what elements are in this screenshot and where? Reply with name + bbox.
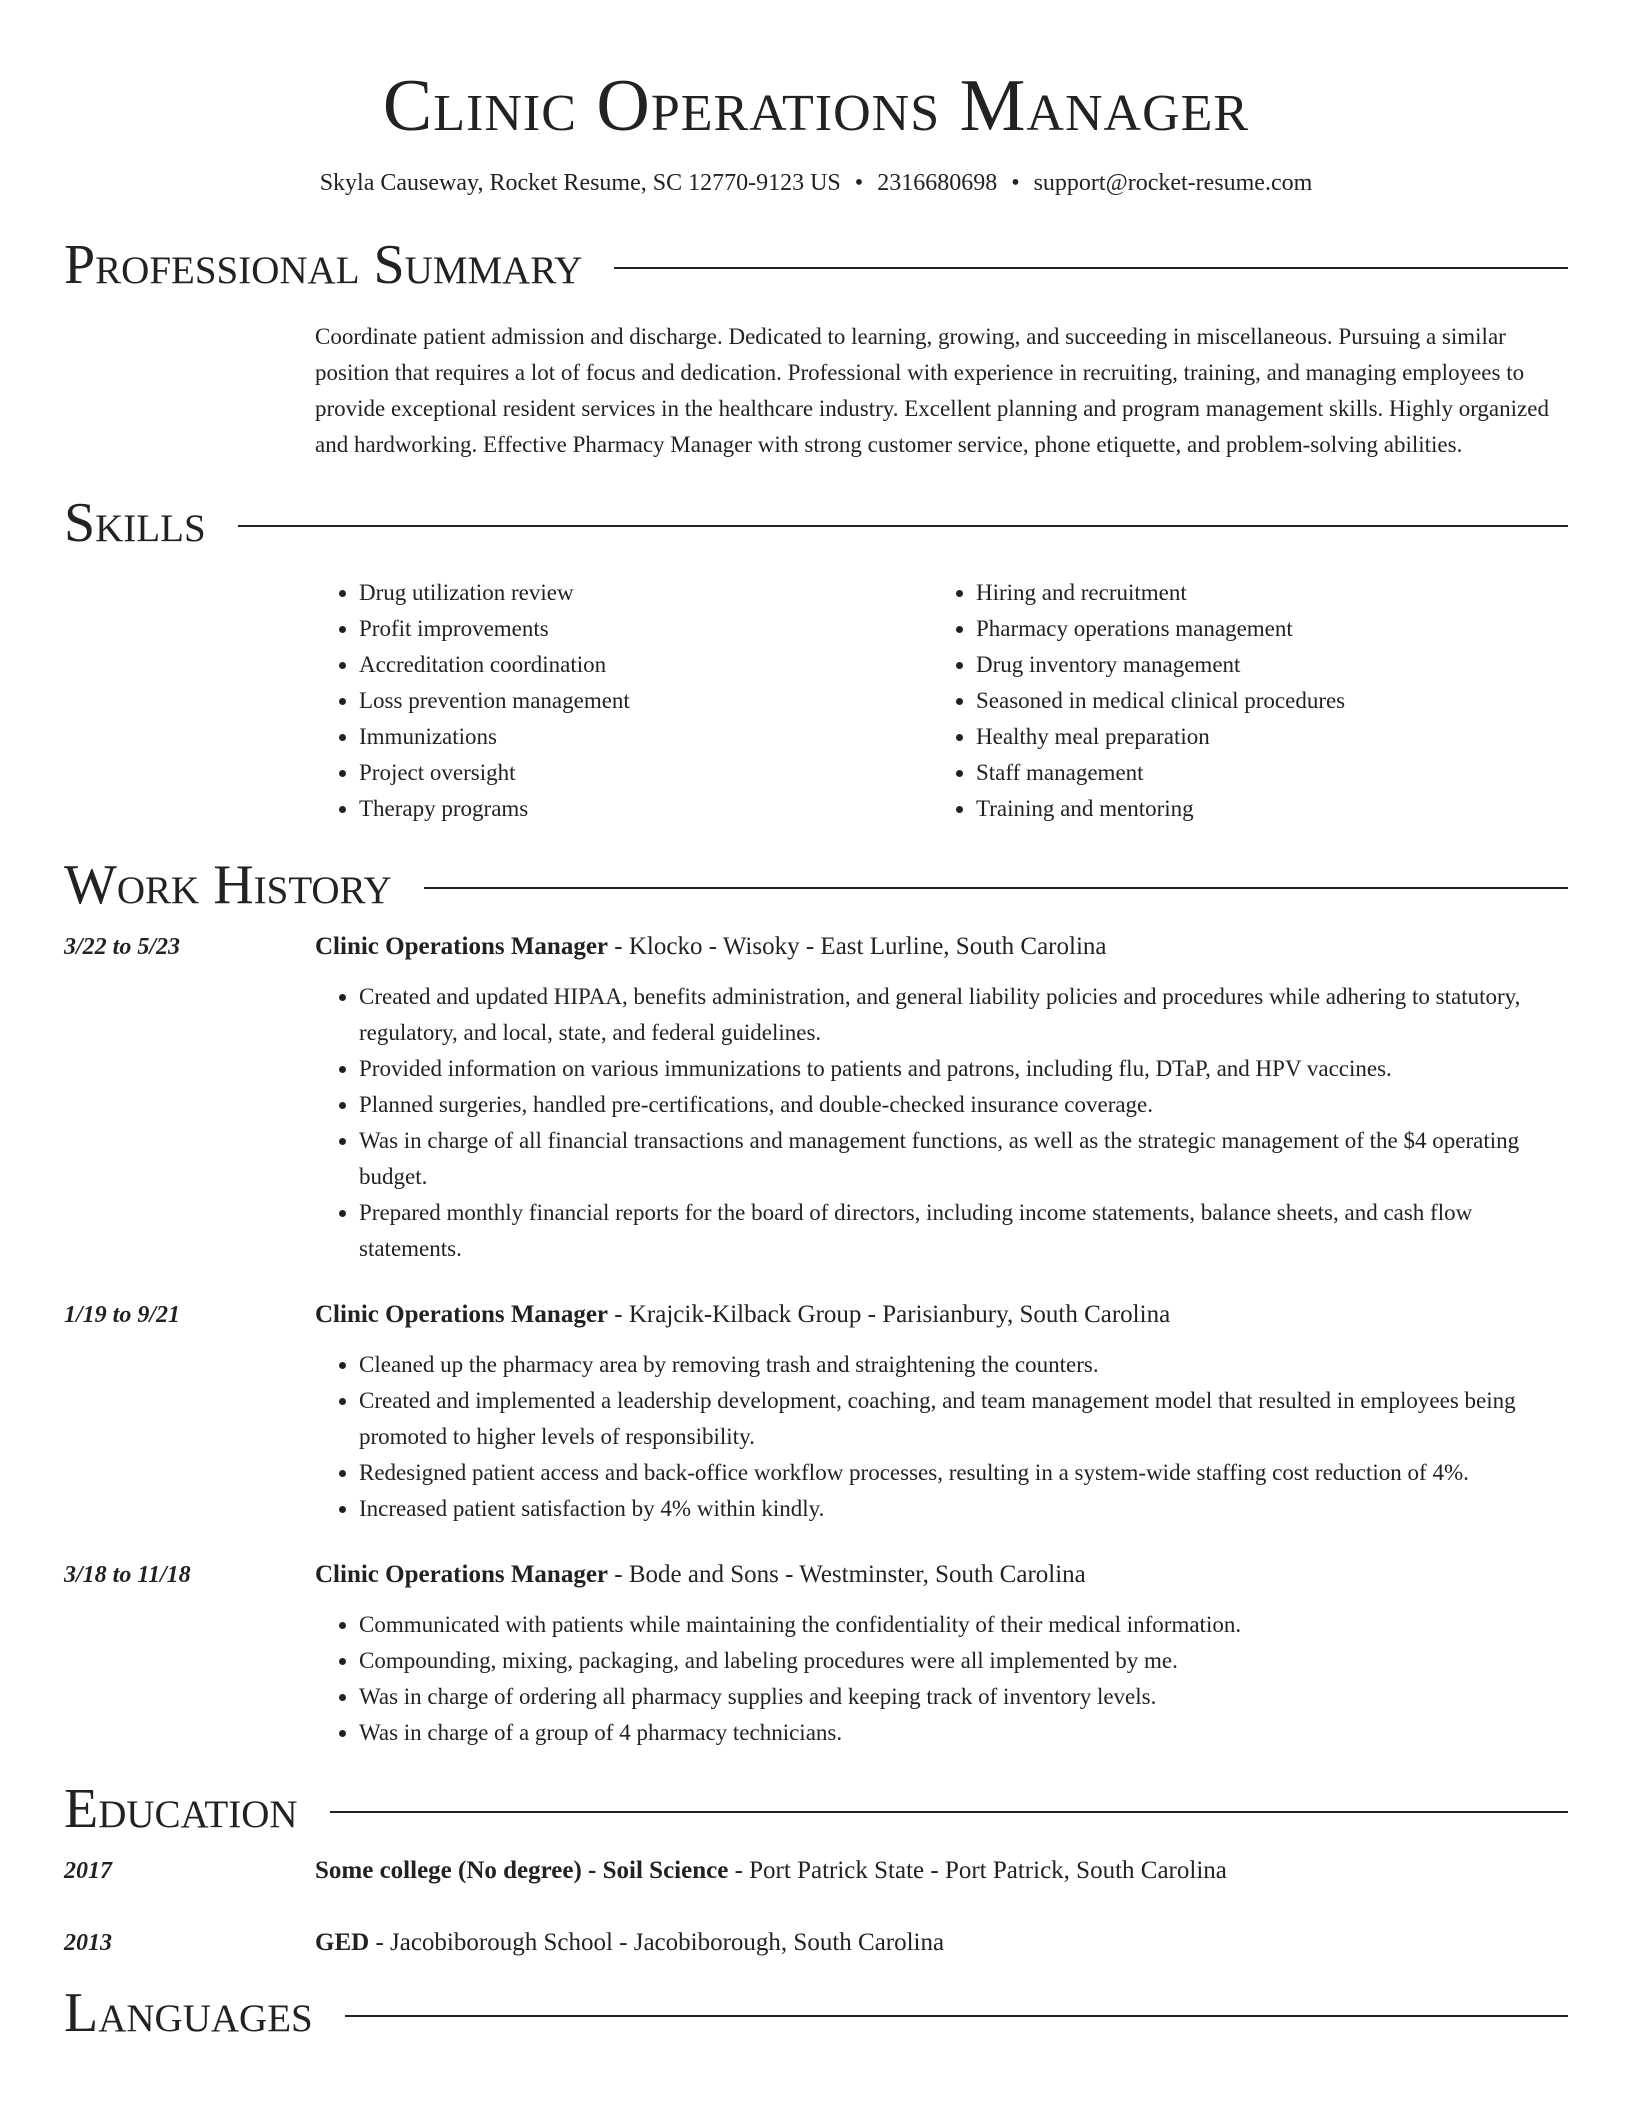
education-date: 2017 — [64, 1858, 112, 1884]
job-employer: - Klocko - Wisoky - East Lurline, South Carolina — [608, 933, 1107, 960]
job-bullets — [315, 1347, 1568, 1527]
job-bullet: • Cleaned up the pharmacy area by removing trash and straightening the counters. — [359, 1347, 1568, 1383]
section-header-summary — [64, 233, 1568, 297]
job-bullet: • Created and implemented a leadership development, coaching, and team management model that resulted in employees being promoted to higher levels of responsibility. — [359, 1383, 1568, 1455]
skill-item: • Project oversight — [359, 755, 932, 791]
education-content — [315, 1925, 944, 1961]
section-title-summary: Professional Summary — [64, 234, 583, 296]
education-content — [315, 1853, 1227, 1889]
job-bullet: • Was in charge of all financial transactions and management functions, as well as the strategic management of the $4 operating budget. — [359, 1123, 1568, 1195]
education-degree: GED — [315, 1929, 370, 1956]
skill-item: • Immunizations — [359, 719, 932, 755]
resume-page — [64, 0, 1568, 2045]
education-entry — [64, 1925, 1568, 1961]
job-entry — [64, 1297, 1568, 1527]
job-entry — [64, 1557, 1568, 1751]
skill-item: • Healthy meal preparation — [976, 719, 1549, 755]
job-employer: - Krajcik-Kilback Group - Parisianbury, South Carolina — [608, 1301, 1171, 1328]
job-date: 3/18 to 11/18 — [64, 1562, 191, 1588]
skill-item: • Seasoned in medical clinical procedures — [976, 683, 1549, 719]
job-bullet: • Communicated with patients while maintaining the confidentiality of their medical information. — [359, 1607, 1568, 1643]
skill-item: • Drug utilization review — [359, 575, 932, 611]
skills-column-right — [932, 575, 1549, 827]
section-header-skills — [64, 491, 1568, 555]
job-bullet: • Was in charge of ordering all pharmacy supplies and keeping track of inventory levels. — [359, 1679, 1568, 1715]
education-degree: Some college (No degree) - Soil Science — [315, 1857, 729, 1884]
job-heading — [315, 1557, 1568, 1593]
contact-email: support@rocket-resume.com — [1033, 170, 1313, 196]
job-bullet: • Compounding, mixing, packaging, and labeling procedures were all implemented by me. — [359, 1643, 1568, 1679]
section-divider — [330, 1811, 1568, 1813]
section-header-education — [64, 1777, 1568, 1841]
job-bullet: • Prepared monthly financial reports for the board of directors, including income statements, balance sheets, and cash flow statements. — [359, 1195, 1568, 1267]
job-bullet: • Provided information on various immunizations to patients and patrons, including flu, DTaP, and HPV vaccines. — [359, 1051, 1568, 1087]
skill-item: • Loss prevention management — [359, 683, 932, 719]
job-bullet: • Created and updated HIPAA, benefits administration, and general liability policies and procedures while adhering to statutory, regulatory, and local, state, and federal guidelines. — [359, 979, 1568, 1051]
summary-text: Coordinate patient admission and discharge. Dedicated to learning, growing, and succeeding in miscellaneous. Pursuing a similar position that requires a lot of focus and dedication. Professional with experience in recruiting, training, and managing employees to provide exceptional resident services in the healthcare industry. Excellent planning and program management skills. Highly organized and hardworking. Effective Pharmacy Manager with strong customer service, phone etiquette, and problem-solving abilities. — [315, 324, 1549, 457]
skills-column-left — [315, 575, 932, 827]
job-date: 3/22 to 5/23 — [64, 934, 181, 960]
job-heading — [315, 1297, 1568, 1333]
section-header-languages — [64, 1981, 1568, 2045]
skill-item: • Drug inventory management — [976, 647, 1549, 683]
job-date: 1/19 to 9/21 — [64, 1302, 181, 1328]
job-bullet: • Planned surgeries, handled pre-certifications, and double-checked insurance coverage. — [359, 1087, 1568, 1123]
job-role: Clinic Operations Manager — [315, 1301, 609, 1328]
education-school: - Jacobiborough School - Jacobiborough, South Carolina — [369, 1929, 945, 1956]
section-divider — [345, 2015, 1568, 2017]
contact-separator: • — [1011, 170, 1020, 196]
skill-item: • Accreditation coordination — [359, 647, 932, 683]
contact-phone: 2316680698 — [877, 170, 998, 196]
education-school: - Port Patrick State - Port Patrick, South Carolina — [728, 1857, 1227, 1884]
skill-item: • Hiring and recruitment — [976, 575, 1549, 611]
contact-separator: • — [854, 170, 864, 196]
section-title-languages: Languages — [64, 1982, 313, 2044]
section-divider — [238, 525, 1568, 527]
contact-line — [64, 167, 1568, 199]
job-content — [315, 1297, 1568, 1527]
job-role: Clinic Operations Manager — [315, 933, 609, 960]
skill-item: • Staff management — [976, 755, 1549, 791]
education-date: 2013 — [64, 1930, 112, 1956]
skill-item: • Profit improvements — [359, 611, 932, 647]
job-employer: - Bode and Sons - Westminster, South Carolina — [608, 1561, 1086, 1588]
job-bullet: • Was in charge of a group of 4 pharmacy technicians. — [359, 1715, 1568, 1751]
job-content — [315, 929, 1568, 1267]
section-title-education: Education — [64, 1778, 298, 1840]
contact-address: Skyla Causeway, Rocket Resume, SC 12770-9123 US — [319, 170, 841, 196]
section-title-skills: Skills — [64, 492, 206, 554]
section-divider — [424, 887, 1568, 889]
skill-item: • Therapy programs — [359, 791, 932, 827]
job-content — [315, 1557, 1568, 1751]
education-entry — [64, 1853, 1568, 1889]
job-bullet: • Increased patient satisfaction by 4% within kindly. — [359, 1491, 1568, 1527]
job-bullets — [315, 979, 1568, 1267]
resume-name: Clinic Operations Manager — [382, 65, 1250, 147]
skill-item: • Pharmacy operations management — [976, 611, 1549, 647]
job-bullets — [315, 1607, 1568, 1751]
job-heading — [315, 929, 1568, 965]
job-role: Clinic Operations Manager — [315, 1561, 609, 1588]
job-bullet: • Redesigned patient access and back-office workflow processes, resulting in a system-wide staffing cost reduction of 4%. — [359, 1455, 1568, 1491]
section-divider — [614, 267, 1568, 269]
job-entry — [64, 929, 1568, 1267]
section-header-work — [64, 853, 1568, 917]
skills-list — [315, 575, 1568, 827]
skill-item: • Training and mentoring — [976, 791, 1549, 827]
section-title-work: Work History — [64, 854, 392, 916]
